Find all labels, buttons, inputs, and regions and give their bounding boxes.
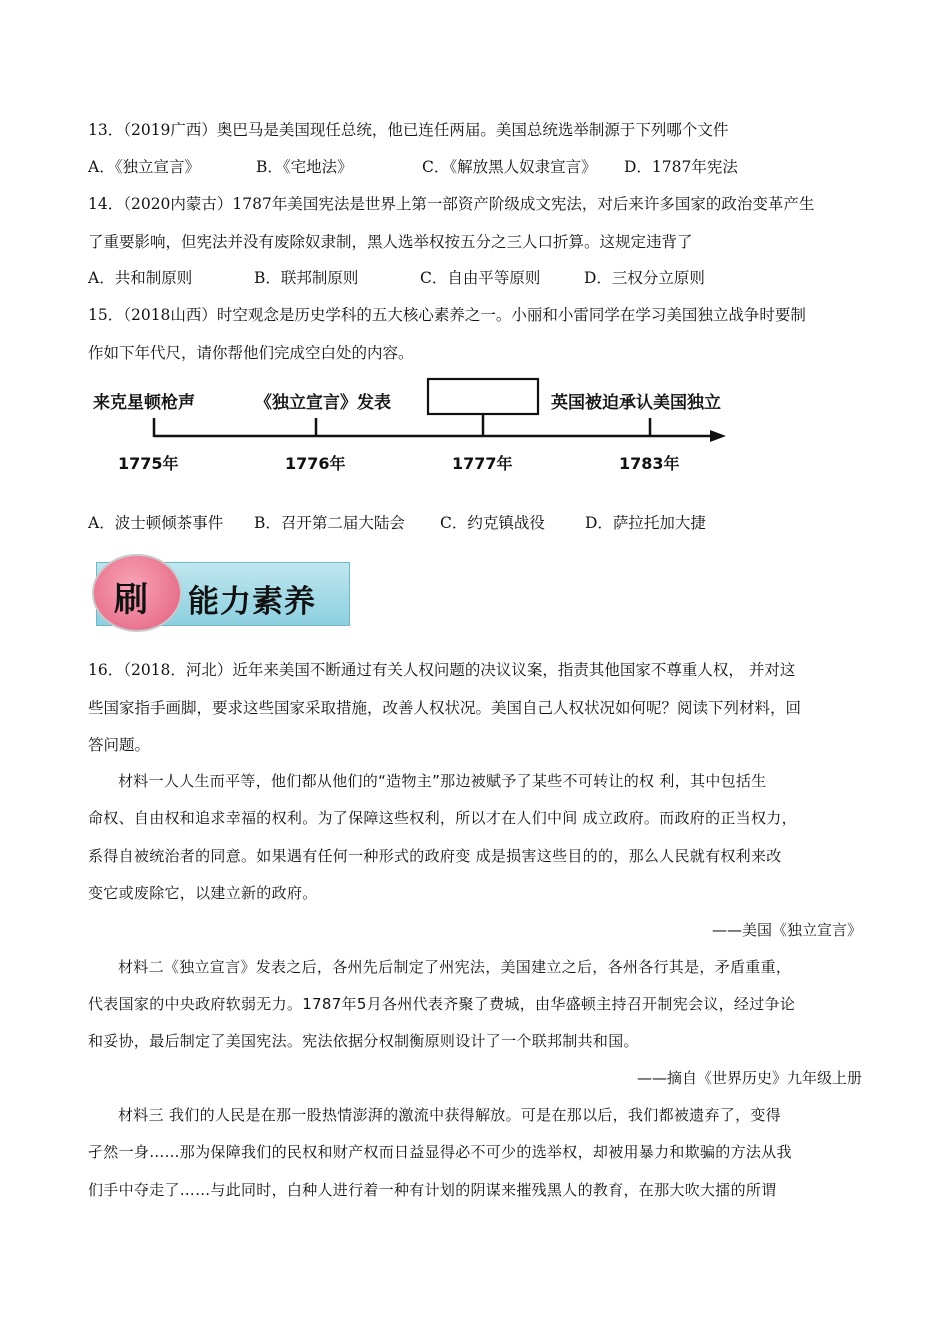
- q13-option-c[interactable]: C．《解放黑人奴隶宣言》: [422, 158, 597, 176]
- q13-option-b[interactable]: B．《宅地法》: [256, 158, 353, 176]
- q14-stem-line-2: 了重要影响，但宪法并没有废除奴隶制，黑人选举权按五分之三人口折算。这规定违背了: [88, 233, 693, 251]
- timeline-year-1783: 1783年: [619, 454, 680, 473]
- material-1-line-1: 材料一人人生而平等，他们都从他们的“造物主”那边被赋予了某些不可转让的权 利，其中包括生: [118, 772, 767, 790]
- q15-option-b[interactable]: B．召开第二届大陆会: [254, 514, 405, 532]
- q15-options: [88, 513, 706, 533]
- q16-stem-line-2: 些国家指手画脚，要求这些国家采取措施，改善人权状况。美国自己人权状况如何呢？阅读下列材料，回: [88, 699, 802, 717]
- q16-stem-line-3: 答问题。: [88, 736, 151, 754]
- q14-option-c[interactable]: C．自由平等原则: [420, 269, 541, 287]
- timeline-year-1775: 1775年: [118, 454, 179, 473]
- q14-option-a[interactable]: A．共和制原则: [88, 269, 193, 287]
- material-2-line-2: 代表国家的中央政府软弱无力。1787年5月各州代表齐聚了费城，由华盛顿主持召开制宪会议，经过争论: [88, 995, 796, 1013]
- q15-option-a[interactable]: A．波士顿倾茶事件: [88, 514, 224, 532]
- material-2-line-1: 材料二《独立宣言》发表之后，各州先后制定了州宪法，美国建立之后，各州各行其是，矛盾重重，: [118, 958, 792, 976]
- q15-option-d[interactable]: D．萨拉托加大捷: [585, 514, 706, 532]
- q13-stem: 13．（2019广西）奥巴马是美国现任总统，他已连任两届。美国总统选举制源于下列哪个文件: [88, 121, 729, 139]
- banner-char: 刷: [114, 580, 148, 620]
- timeline-event-1776: 《独立宣言》发表: [255, 393, 391, 413]
- q14-option-b[interactable]: B．联邦制原则: [254, 269, 359, 287]
- q14-stem-line-1: 14．（2020内蒙古）1787年美国宪法是世界上第一部资产阶级成文宪法，对后来许多国家的政治变革产生: [88, 195, 815, 213]
- material-1-line-3: 系得自被统治者的同意。如果遇有任何一种形式的政府变 成是损害这些目的的，那么人民就有权利来改: [88, 847, 782, 865]
- material-3-line-1: 材料三 我们的人民是在那一股热情澎湃的激流中获得解放。可是在那以后，我们都被遗弃了，变得: [118, 1106, 781, 1124]
- material-3-line-3: 们手中夺走了……与此同时，白种人进行着一种有计划的阴谋来摧残黑人的教育，在那大吹大擂的所谓: [88, 1181, 777, 1199]
- material-2-source: ——摘自《世界历史》九年级上册: [636, 1069, 862, 1087]
- timeline-arrowhead: [710, 430, 726, 442]
- timeline-year-1776: 1776年: [285, 454, 346, 473]
- timeline-blank-box[interactable]: [428, 379, 538, 414]
- section-banner: [92, 556, 350, 630]
- timeline-event-1775: 来克星顿枪声: [93, 393, 195, 413]
- q16-stem-line-1: 16．（2018．河北）近年来美国不断通过有关人权问题的决议议案，指责其他国家不尊重人权， 并对这: [88, 661, 796, 679]
- banner-title: 能力素养: [188, 584, 316, 620]
- material-1-line-4: 变它或废除它，以建立新的政府。: [88, 884, 318, 902]
- timeline-event-1783: 英国被迫承认美国独立: [551, 393, 721, 413]
- q14-option-d[interactable]: D．三权分立原则: [584, 269, 705, 287]
- material-1-line-2: 命权、自由权和追求幸福的权利。为了保障这些权利，所以才在人们中间 成立政府。而政府的正当权力，: [88, 809, 797, 827]
- material-1-source: ——美国《独立宣言》: [711, 921, 862, 939]
- q13-option-d[interactable]: D．1787年宪法: [624, 158, 738, 176]
- material-2-line-3: 和妥协，最后制定了美国宪法。宪法依据分权制衡原则设计了一个联邦制共和国。: [88, 1032, 639, 1050]
- timeline-year-1777: 1777年: [452, 454, 513, 473]
- material-3-line-2: 孑然一身……那为保障我们的民权和财产权而日益显得必不可少的选举权，却被用暴力和欺骗的方法从我: [88, 1143, 792, 1161]
- q15-stem-line-2: 作如下年代尺，请你帮他们完成空白处的内容。: [88, 344, 414, 362]
- q15-option-c[interactable]: C．约克镇战役: [440, 514, 545, 532]
- q13-option-a[interactable]: A．《独立宣言》: [88, 158, 200, 176]
- q15-stem-line-1: 15．（2018山西）时空观念是历史学科的五大核心素养之一。小丽和小雷同学在学习美国独立战争时要制: [88, 306, 806, 324]
